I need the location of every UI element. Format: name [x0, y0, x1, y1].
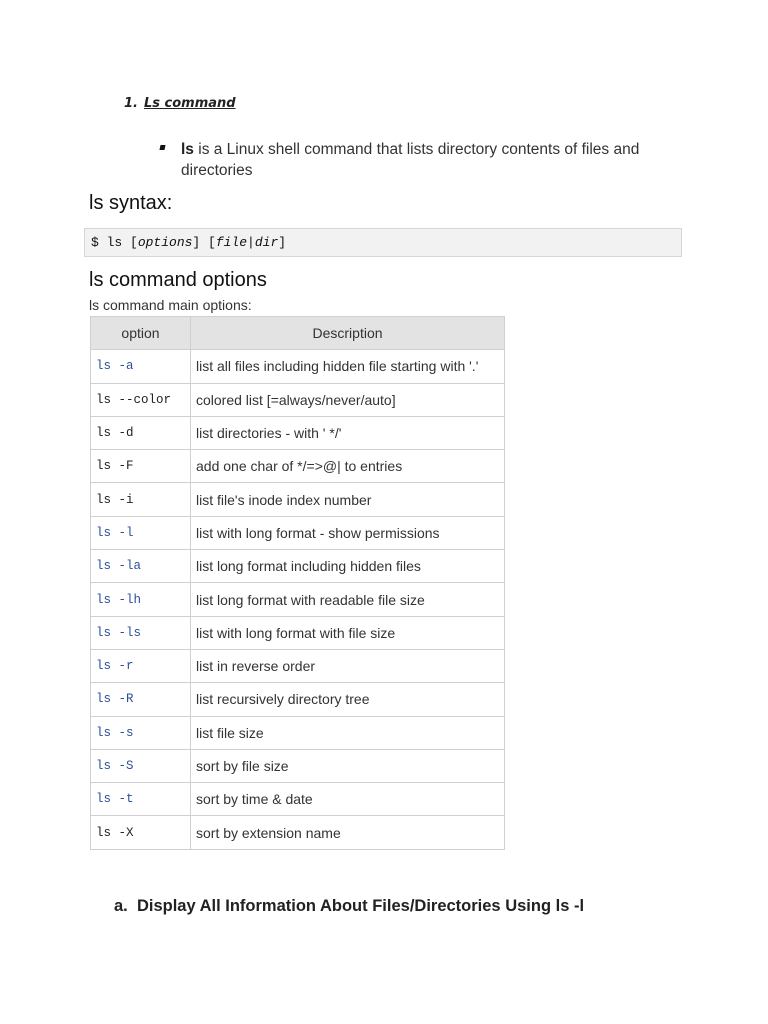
- description-cell: list in reverse order: [191, 649, 505, 682]
- code-sep: |: [247, 235, 255, 250]
- table-row: [91, 616, 505, 649]
- options-table: [90, 316, 505, 850]
- table-row: [91, 483, 505, 516]
- option-link[interactable]: ls -l: [91, 516, 191, 549]
- option-link[interactable]: ls -la: [91, 550, 191, 583]
- table-row: [91, 649, 505, 682]
- description-cell: list file's inode index number: [191, 483, 505, 516]
- description-cell: list file size: [191, 716, 505, 749]
- table-row: [91, 350, 505, 383]
- table-row: [91, 416, 505, 449]
- code-mid: ] [: [192, 235, 216, 250]
- description-cell: list long format with readable file size: [191, 583, 505, 616]
- option-link[interactable]: ls -lh: [91, 583, 191, 616]
- description-cell: list long format including hidden files: [191, 550, 505, 583]
- table-row: [91, 550, 505, 583]
- description-cell: add one char of */=>@| to entries: [191, 450, 505, 483]
- table-row: [91, 516, 505, 549]
- description-cell: sort by extension name: [191, 816, 505, 849]
- section-heading: [124, 96, 236, 111]
- table-row: [91, 816, 505, 849]
- table-row: [91, 583, 505, 616]
- description-cell: list all files including hidden file starting with '.': [191, 350, 505, 383]
- option-link[interactable]: ls -t: [91, 783, 191, 816]
- option-cell: ls -i: [91, 483, 191, 516]
- section-number: 1.: [124, 96, 138, 111]
- description-cell: list recursively directory tree: [191, 683, 505, 716]
- description-cell: list directories - with ' */': [191, 416, 505, 449]
- options-heading: ls command options: [89, 269, 267, 291]
- option-link[interactable]: ls -a: [91, 350, 191, 383]
- code-end: ]: [278, 235, 287, 250]
- syntax-code-block: [84, 228, 682, 257]
- option-cell: ls -F: [91, 450, 191, 483]
- bullet-text: is a Linux shell command that lists directory contents of files and directories: [181, 141, 640, 179]
- table-row: [91, 383, 505, 416]
- option-cell: ls --color: [91, 383, 191, 416]
- table-header-row: [91, 317, 505, 350]
- bullet-bold-term: ls: [181, 141, 194, 158]
- syntax-heading: ls syntax:: [89, 192, 173, 214]
- option-link[interactable]: ls -S: [91, 749, 191, 782]
- options-subtitle: ls command main options:: [89, 297, 252, 313]
- description-cell: list with long format - show permissions: [191, 516, 505, 549]
- option-link[interactable]: ls -R: [91, 683, 191, 716]
- code-prompt: $ ls [: [91, 235, 138, 250]
- table-row: [91, 749, 505, 782]
- table-row: [91, 716, 505, 749]
- option-link[interactable]: ls -r: [91, 649, 191, 682]
- description-cell: sort by time & date: [191, 783, 505, 816]
- header-description: Description: [191, 317, 505, 350]
- description-cell: sort by file size: [191, 749, 505, 782]
- header-option: option: [91, 317, 191, 350]
- option-link[interactable]: ls -ls: [91, 616, 191, 649]
- table-row: [91, 783, 505, 816]
- subsection-title: Display All Information About Files/Directories Using ls -l: [136, 897, 585, 915]
- option-link[interactable]: ls -s: [91, 716, 191, 749]
- section-title: Ls command: [143, 96, 236, 111]
- code-options: options: [137, 235, 193, 250]
- option-cell: ls -X: [91, 816, 191, 849]
- option-cell: ls -d: [91, 416, 191, 449]
- bullet-item: [160, 139, 680, 181]
- description-cell: list with long format with file size: [191, 616, 505, 649]
- subsection-label: a.: [114, 897, 128, 915]
- table-row: [91, 450, 505, 483]
- bullet-square-icon: [159, 145, 165, 150]
- code-file: file: [215, 235, 248, 250]
- description-cell: colored list [=always/never/auto]: [191, 383, 505, 416]
- subsection-heading: [114, 897, 584, 916]
- code-dir: dir: [254, 235, 279, 250]
- table-row: [91, 683, 505, 716]
